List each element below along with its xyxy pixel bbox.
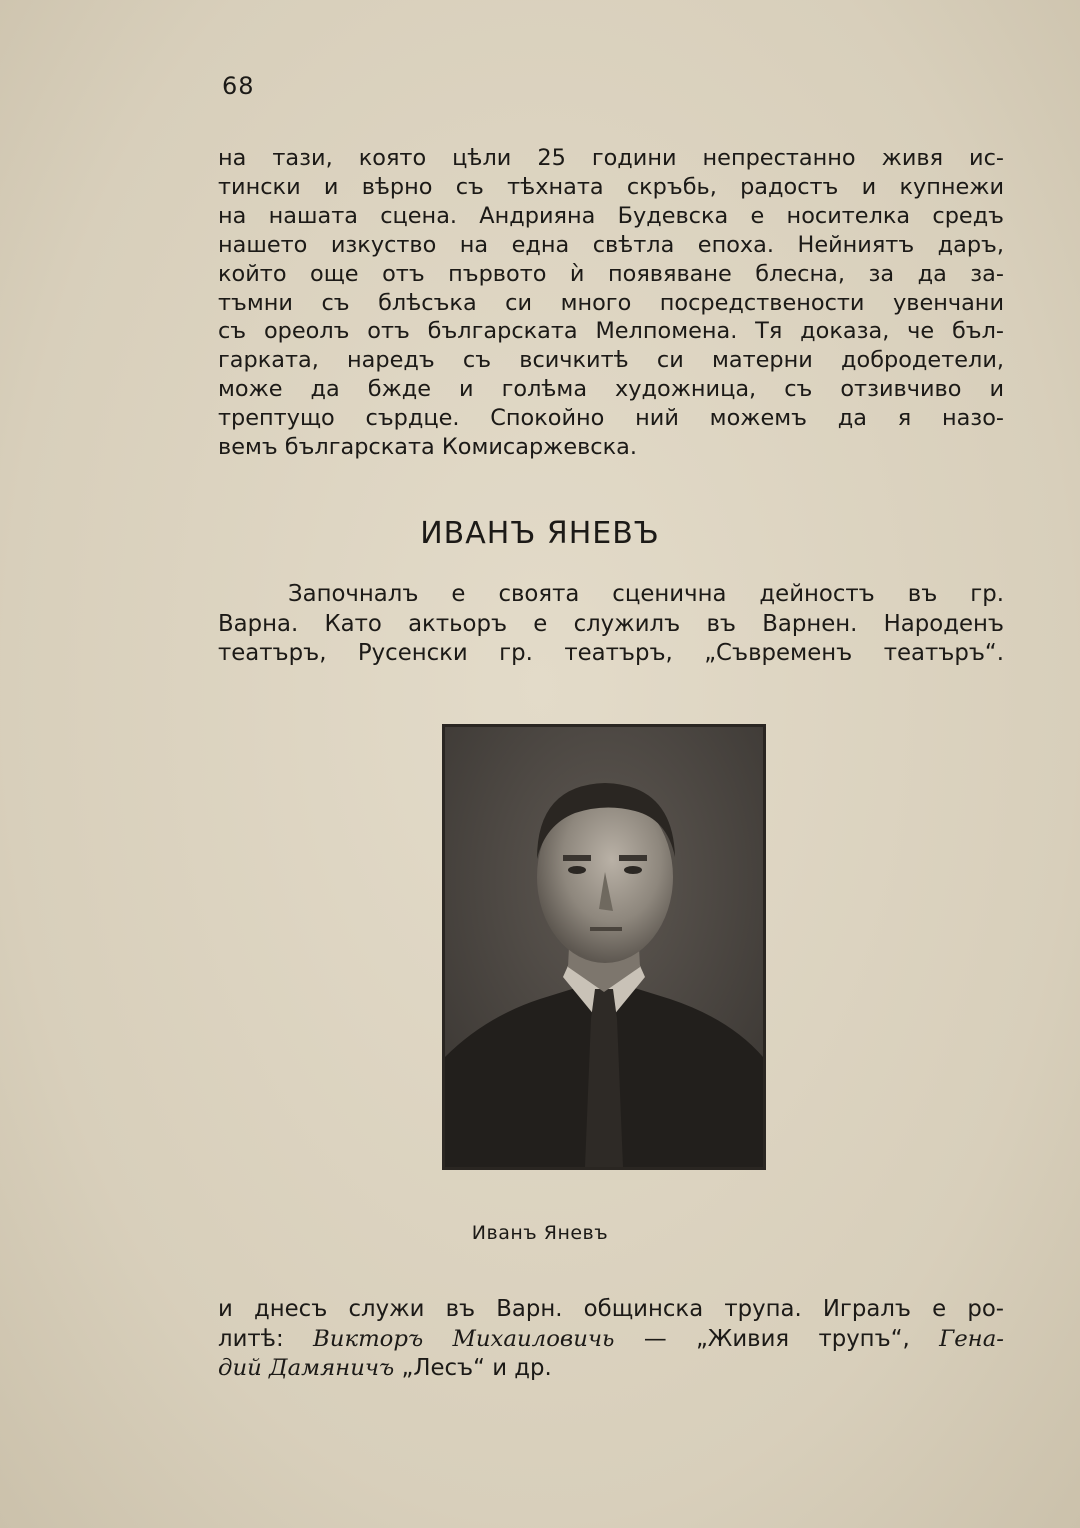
text-line: трептущо сърдце. Спокойно ний можемъ да я назо- bbox=[218, 405, 1004, 432]
text-line: на тази, която цѣли 25 години непрестанно живя ис- bbox=[218, 145, 1004, 171]
text-line: съ ореолъ отъ българската Мелпомена. Тя доказа, че бъл- bbox=[218, 318, 1004, 345]
text-line bbox=[218, 1325, 1004, 1355]
text-line: може да бжде и голѣма художница, съ отзивчиво и bbox=[218, 376, 1004, 403]
intro-paragraph bbox=[218, 144, 1004, 462]
portrait-image bbox=[445, 727, 763, 1167]
section-title: ИВАНЪ ЯНЕВЪ bbox=[420, 516, 660, 551]
role-name: Викторъ Михаиловичь bbox=[313, 1325, 615, 1352]
text-line: тински и вѣрно съ тѣхната скръбь, радостъ и купнежи bbox=[218, 173, 1004, 200]
career-paragraph bbox=[218, 580, 1004, 669]
portrait-photo bbox=[442, 724, 766, 1170]
text-line: нашето изкуство на една свѣтла епоха. Нейниятъ даръ, bbox=[218, 231, 1004, 258]
text-fragment: литѣ: bbox=[218, 1325, 314, 1352]
text-line: тъмни съ блѣсъка си много посредствености увенчани bbox=[218, 289, 1004, 316]
text-line: театъръ, Русенски гр. театъръ, „Съвременъ театъръ“. bbox=[218, 640, 1004, 666]
text-line: на нашата сцена. Андрияна Будевска е носителка средъ bbox=[218, 202, 1004, 229]
text-fragment: — „Живия трупъ“, bbox=[614, 1325, 940, 1352]
text-line: гарката, наредъ съ всичкитѣ си матерни добродетели, bbox=[218, 347, 1004, 374]
text-line: Започналъ е своята сценична дейностъ въ гр. bbox=[288, 581, 1004, 607]
text-line: вемъ българската Комисаржевска. bbox=[218, 434, 637, 461]
text-line: Варна. Като актьоръ е служилъ въ Варнен. Народенъ bbox=[218, 610, 1004, 637]
role-name: Гена- bbox=[939, 1325, 1004, 1352]
text-line bbox=[218, 1354, 1004, 1384]
role-name: дий Дамяничъ bbox=[218, 1355, 395, 1381]
page-number: 68 bbox=[222, 72, 255, 100]
text-fragment: „Лесъ“ и др. bbox=[394, 1355, 552, 1381]
roles-paragraph bbox=[218, 1295, 1004, 1384]
portrait-caption: Иванъ Яневъ bbox=[471, 1222, 609, 1244]
text-line: и днесъ служи въ Варн. общинска трупа. Игралъ е ро- bbox=[218, 1296, 1004, 1322]
text-line: който още отъ първото ѝ появяване блесна, за да за- bbox=[218, 260, 1004, 287]
